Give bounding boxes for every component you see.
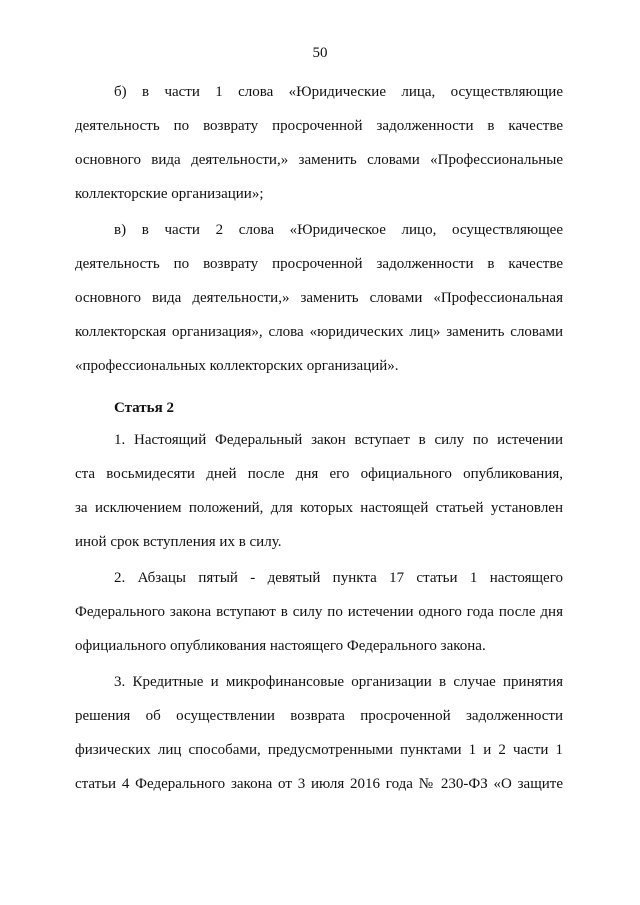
- paragraph-2-line: официального опубликования настоящего Федерального закона.: [75, 638, 486, 654]
- paragraph-3-line: физических лиц способами, предусмотренными пунктами 1 и 2 части 1: [75, 742, 563, 758]
- paragraph-3-line: решения об осуществлении возврата просроченной задолженности: [75, 708, 563, 724]
- paragraph-1-line: за исключением положений, для которых настоящей статьей установлен: [75, 500, 563, 516]
- page-number: 50: [312, 45, 328, 61]
- article-heading: Статья 2: [114, 400, 174, 416]
- paragraph-3-line: 3. Кредитные и микрофинансовые организации в случае принятия: [114, 674, 563, 690]
- paragraph-1-line: иной срок вступления их в силу.: [75, 534, 282, 550]
- item-v-line: коллекторская организация», слова «юридических лиц» заменить словами: [75, 324, 563, 340]
- item-b-line: б) в части 1 слова «Юридические лица, осуществляющие: [114, 84, 563, 100]
- item-v-line: «профессиональных коллекторских организаций».: [75, 358, 399, 374]
- item-b-line: основного вида деятельности,» заменить словами «Профессиональные: [75, 152, 563, 168]
- paragraph-1-line: 1. Настоящий Федеральный закон вступает в силу по истечении: [114, 432, 563, 448]
- paragraph-1-line: ста восьмидесяти дней после дня его официального опубликования,: [75, 466, 563, 482]
- item-v-line: деятельность по возврату просроченной задолженности в качестве: [75, 256, 563, 272]
- item-v-line: основного вида деятельности,» заменить словами «Профессиональная: [75, 290, 563, 306]
- item-b-line: деятельность по возврату просроченной задолженности в качестве: [75, 118, 563, 134]
- paragraph-3-line: статьи 4 Федерального закона от 3 июля 2016 года № 230-ФЗ «О защите: [75, 776, 563, 792]
- paragraph-2-line: 2. Абзацы пятый - девятый пункта 17 статьи 1 настоящего: [114, 570, 563, 586]
- item-v-line: в) в части 2 слова «Юридическое лицо, осуществляющее: [114, 222, 563, 238]
- item-b-line: коллекторские организации»;: [75, 186, 264, 202]
- paragraph-2-line: Федерального закона вступают в силу по истечении одного года после дня: [75, 604, 563, 620]
